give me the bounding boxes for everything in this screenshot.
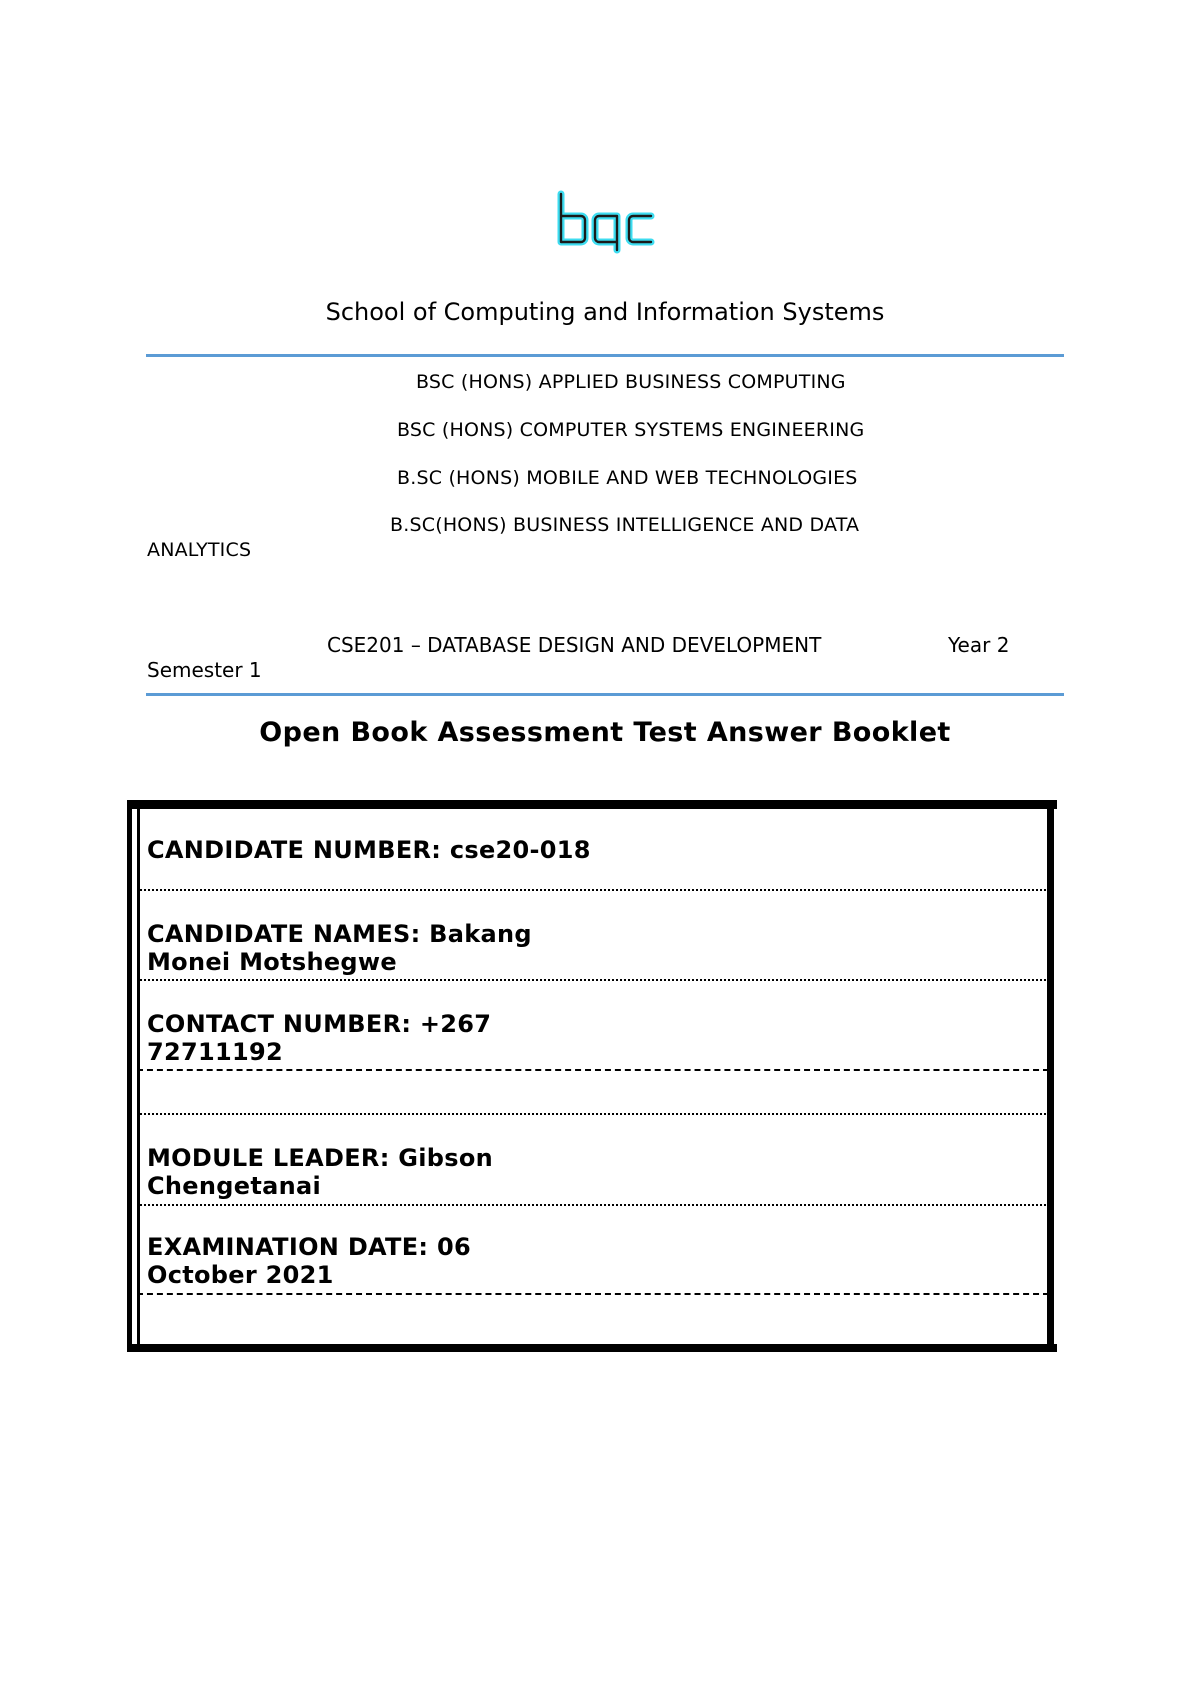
row-divider: [137, 1113, 1049, 1115]
programme-2: BSC (HONS) COMPUTER SYSTEMS ENGINEERING: [397, 419, 865, 441]
bac-logo: [555, 190, 655, 254]
candidate-names-line-2: Monei Motshegwe: [147, 948, 397, 976]
module-year: Year 2: [948, 633, 1010, 657]
module-semester: Semester 1: [147, 658, 262, 682]
candidate-names-line-1: CANDIDATE NAMES: Bakang: [147, 920, 532, 948]
row-divider: [137, 1293, 1049, 1295]
module-leader-line-2: Chengetanai: [147, 1172, 321, 1200]
school-name: School of Computing and Information Systems: [325, 298, 885, 326]
contact-number-line-2: 72711192: [147, 1038, 283, 1066]
contact-number-line-1: CONTACT NUMBER: +267: [147, 1010, 492, 1038]
examination-date-line-2: October 2021: [147, 1261, 334, 1289]
module-title: CSE201 – DATABASE DESIGN AND DEVELOPMENT: [327, 633, 822, 657]
row-divider: [137, 1204, 1049, 1206]
candidate-info-box: [127, 800, 1057, 1352]
programme-4-continued: ANALYTICS: [147, 539, 252, 561]
bac-logo-graphic: [555, 190, 655, 254]
top-divider: [146, 354, 1064, 357]
programme-3: B.SC (HONS) MOBILE AND WEB TECHNOLOGIES: [397, 467, 858, 489]
box-border-bottom: [127, 1344, 1057, 1352]
row-divider: [137, 889, 1049, 891]
booklet-title: Open Book Assessment Test Answer Booklet: [259, 717, 951, 748]
examination-date-line-1: EXAMINATION DATE: 06: [147, 1233, 471, 1261]
candidate-number: CANDIDATE NUMBER: cse20-018: [147, 836, 591, 864]
programme-1: BSC (HONS) APPLIED BUSINESS COMPUTING: [416, 371, 846, 393]
box-border-top: [127, 800, 1057, 809]
programme-4: B.SC(HONS) BUSINESS INTELLIGENCE AND DATA: [390, 514, 860, 536]
row-divider: [137, 979, 1049, 981]
row-divider: [137, 1069, 1049, 1071]
module-leader-line-1: MODULE LEADER: Gibson: [147, 1144, 494, 1172]
bottom-divider: [146, 693, 1064, 696]
box-border-left: [127, 800, 132, 1352]
